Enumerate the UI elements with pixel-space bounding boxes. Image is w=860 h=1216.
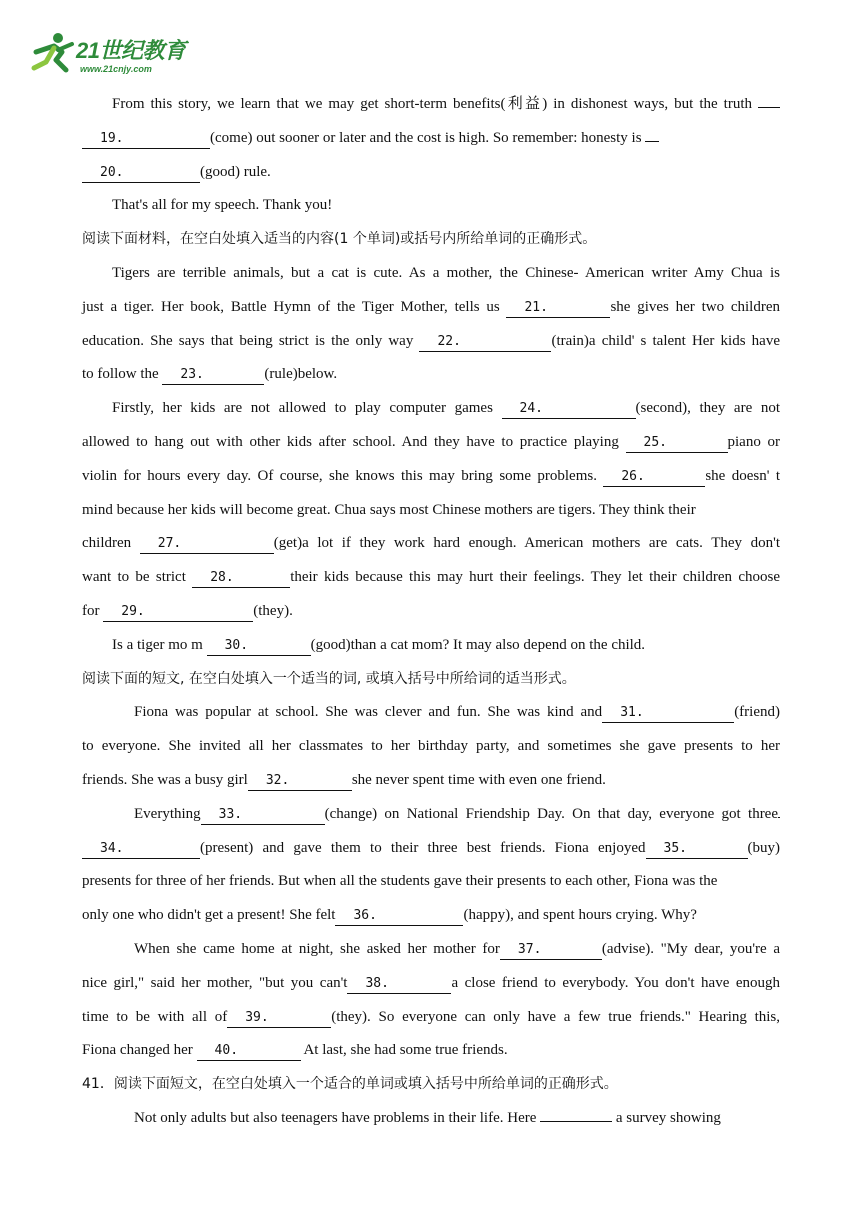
text-line xyxy=(82,764,780,798)
text-line xyxy=(82,527,780,561)
text-run: mind because her kids will become great. Chua says most Chinese mothers are tigers. They think their xyxy=(82,501,696,518)
text-run: (buy) xyxy=(747,839,780,856)
text-run: (change) on National Friendship Day. On that day, everyone got three xyxy=(324,805,778,822)
text-run: (good) rule. xyxy=(200,163,271,180)
blank-number: 23. xyxy=(180,367,204,383)
answer-blank[interactable] xyxy=(103,602,253,622)
blank-number: 27. xyxy=(157,536,182,552)
section-instruction xyxy=(82,663,780,697)
text-run: Everything xyxy=(134,805,201,822)
blank-number: 28. xyxy=(210,570,234,586)
blank-number: 24. xyxy=(519,401,543,417)
text-line xyxy=(82,122,780,156)
answer-blank[interactable] xyxy=(201,805,325,825)
text-run: to everyone. She invited all her classmates to her birthday party, and sometimes she gave presents to her xyxy=(82,738,780,755)
text-run: (come) out sooner or later and the cost is high. So remember: honesty is xyxy=(210,129,646,146)
text-run: their kids because this may hurt their feelings. They let their children choose xyxy=(290,569,780,586)
section-instruction xyxy=(82,223,780,257)
document-body xyxy=(82,88,780,1136)
text-run: (friend) xyxy=(734,704,780,721)
text-run: (train)a child' s talent Her kids have xyxy=(551,332,780,349)
text-run: a survey showing xyxy=(612,1109,721,1126)
text-run: for xyxy=(82,602,104,619)
blank-number: 36. xyxy=(353,908,377,924)
text-line xyxy=(82,189,780,223)
blank-number: 19. xyxy=(100,130,124,146)
blank-number: 22. xyxy=(437,333,461,349)
text-run: (second), they are not xyxy=(635,400,781,417)
answer-blank[interactable] xyxy=(335,906,463,926)
text-run: At last, she had some true friends. xyxy=(300,1042,508,1059)
text-run: (rule)below. xyxy=(264,366,338,383)
text-run: only one who didn't get a present! She felt xyxy=(82,907,336,924)
answer-blank[interactable] xyxy=(162,365,264,385)
blank-number: 35. xyxy=(663,840,687,856)
section-instruction xyxy=(82,1068,780,1102)
text-line xyxy=(82,1102,780,1136)
text-run: she doesn' t xyxy=(705,467,780,484)
text-run: education. She says that being strict is the only way xyxy=(82,332,420,349)
text-run: From this story, we learn that we may get short-term benefits(利益) in dishonest ways, but the truth xyxy=(112,96,758,112)
blank-number: 38. xyxy=(365,975,389,991)
blank-number: 25. xyxy=(643,434,667,450)
text-run: want to be strict xyxy=(82,569,193,586)
answer-blank[interactable] xyxy=(248,771,352,791)
text-run: Is a tiger mo m xyxy=(112,636,207,653)
logo-brand: 21世纪教育 xyxy=(76,38,186,63)
text-line xyxy=(82,291,780,325)
blank-number: 31. xyxy=(620,705,644,721)
text-line xyxy=(82,460,780,494)
answer-blank[interactable] xyxy=(602,703,734,723)
text-line xyxy=(82,933,780,967)
answer-blank[interactable] xyxy=(603,467,705,487)
answer-blank[interactable] xyxy=(82,129,210,149)
text-run: a close friend to everybody. You don't have enough xyxy=(451,974,780,991)
text-run: (they). xyxy=(253,602,293,619)
answer-blank[interactable] xyxy=(227,1008,331,1028)
text-line xyxy=(82,88,780,122)
answer-blank[interactable] xyxy=(645,141,659,142)
text-run: she gives her two children xyxy=(610,298,780,315)
text-line xyxy=(82,325,780,359)
text-run: 阅读下面的短文, 在空白处填入一个适当的词, 或填入括号中所给词的适当形式。 xyxy=(82,670,576,687)
answer-blank[interactable] xyxy=(500,940,602,960)
text-run: 阅读下面材料，在空白处填入适当的内容(1 个单词)或括号内所给单词的正确形式。 xyxy=(82,231,597,248)
text-run: piano or xyxy=(727,433,780,450)
text-run: time to be with all of xyxy=(82,1008,228,1025)
text-run: children xyxy=(82,535,140,552)
answer-blank[interactable] xyxy=(197,1041,301,1061)
text-run: nice girl," said her mother, "but you can't xyxy=(82,974,348,991)
text-run: 41．阅读下面短文，在空白处填入一个适合的单词或填入括号中所给单词的正确形式。 xyxy=(82,1076,618,1093)
answer-blank[interactable] xyxy=(758,107,780,108)
text-run: presents for three of her friends. But when all the students gave their presents to each other, Fiona was the xyxy=(82,873,718,890)
text-line xyxy=(82,392,780,426)
answer-blank[interactable] xyxy=(626,433,728,453)
text-line xyxy=(82,1001,780,1035)
text-run: violin for hours every day. Of course, she knows this may bring some problems. xyxy=(82,467,604,484)
answer-blank[interactable] xyxy=(82,163,200,183)
text-run: (present) and gave them to their three best friends. Fiona enjoyed xyxy=(200,839,646,856)
text-run: When she came home at night, she asked her mother for xyxy=(134,940,500,957)
text-line xyxy=(82,730,780,764)
answer-blank[interactable] xyxy=(540,1121,612,1122)
text-run: Firstly, her kids are not allowed to play computer games xyxy=(112,400,502,417)
text-run: Fiona changed her xyxy=(82,1042,197,1059)
answer-blank[interactable] xyxy=(140,534,274,554)
blank-number: 40. xyxy=(214,1043,239,1059)
blank-number: 21. xyxy=(524,299,548,315)
text-line xyxy=(82,595,780,629)
text-line xyxy=(82,967,780,1001)
text-line xyxy=(82,832,780,866)
text-run: That's all for my speech. Thank you! xyxy=(112,197,333,214)
blank-number: 37. xyxy=(517,941,542,957)
blank-number: 30. xyxy=(224,637,249,653)
text-run: Tigers are terrible animals, but a cat is cute. As a mother, the Chinese- American writer Amy Chua is xyxy=(112,264,780,281)
answer-blank[interactable] xyxy=(347,974,451,994)
blank-number: 39. xyxy=(245,1009,269,1025)
text-run: (advise). "My dear, you're a xyxy=(601,940,780,957)
text-run: Fiona was popular at school. She was clever and fun. She was kind and xyxy=(134,704,603,721)
answer-blank[interactable] xyxy=(207,636,311,656)
logo-url: www.21cnjy.com xyxy=(80,64,152,74)
text-line xyxy=(82,865,780,899)
text-line xyxy=(82,426,780,460)
text-run: (they). So everyone can only have a few true friends." Hearing this, xyxy=(331,1008,781,1025)
text-line xyxy=(82,629,780,663)
text-line xyxy=(82,798,780,832)
text-line xyxy=(82,561,780,595)
blank-number: 33. xyxy=(218,806,243,822)
blank-number: 29. xyxy=(121,603,145,619)
runner-icon xyxy=(28,30,76,76)
answer-blank[interactable] xyxy=(82,839,200,859)
text-line xyxy=(82,358,780,392)
text-line xyxy=(82,1034,780,1068)
text-line xyxy=(82,494,780,528)
text-run: just a tiger. Her book, Battle Hymn of the Tiger Mother, tells us xyxy=(82,298,507,315)
answer-blank[interactable] xyxy=(419,332,551,352)
text-line xyxy=(82,696,780,730)
text-run: (get)a lot if they work hard enough. American mothers are cats. They don't xyxy=(273,535,780,552)
blank-number: 20. xyxy=(100,164,124,180)
answer-blank[interactable] xyxy=(646,839,748,859)
text-run: friends. She was a busy girl xyxy=(82,771,248,788)
text-line xyxy=(82,156,780,190)
answer-blank[interactable] xyxy=(506,298,610,318)
text-run: she never spent time with even one friend. xyxy=(351,771,606,788)
text-line xyxy=(82,257,780,291)
text-run: (good)than a cat mom? It may also depend on the child. xyxy=(310,636,646,653)
answer-blank[interactable] xyxy=(502,399,636,419)
blank-number: 26. xyxy=(621,468,645,484)
blank-number: 34. xyxy=(100,840,124,856)
answer-blank[interactable] xyxy=(192,568,290,588)
site-logo xyxy=(28,30,198,78)
text-run: Not only adults but also teenagers have problems in their life. Here xyxy=(134,1109,541,1126)
text-run: allowed to hang out with other kids after school. And they have to practice playing xyxy=(82,433,626,450)
text-run: (happy), and spent hours crying. Why? xyxy=(463,907,697,924)
text-line xyxy=(82,899,780,933)
text-run: to follow the xyxy=(82,366,163,383)
blank-number: 32. xyxy=(265,772,290,788)
answer-blank[interactable] xyxy=(778,817,780,818)
